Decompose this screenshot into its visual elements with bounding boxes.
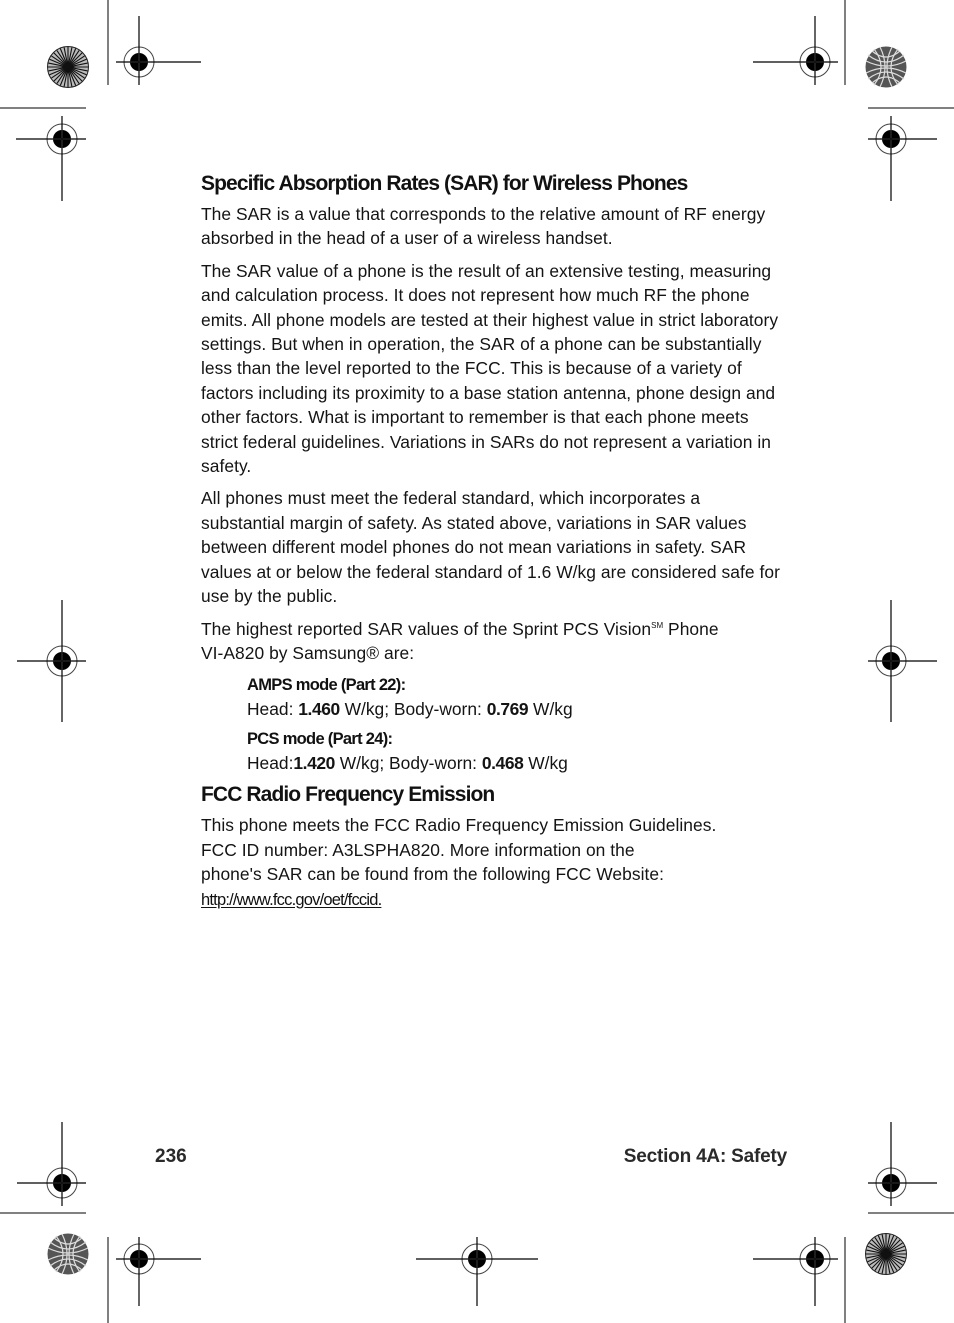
fcc-paragraph [201,813,781,911]
fcc-line-1: This phone meets the FCC Radio Frequency Emission Guidelines. [201,815,717,836]
intro-text: The highest reported SAR values of the Sprint PCS Vision [201,618,652,639]
pcs-body-value: 0.468 [481,753,524,774]
fcc-line-3: phone's SAR can be found from the following FCC Website: [201,864,665,885]
pcs-mode-block [247,727,781,775]
sar-paragraph-1: The SAR is a value that corresponds to the relative amount of RF energy absorbed in the head of a user of a wireless handset. [201,204,766,249]
pcs-mode-title: PCS mode (Part 24): [247,730,393,749]
unit-label: W/kg [523,753,568,774]
pcs-mode-values [247,751,781,775]
page-number: 236 [155,1146,187,1167]
service-mark: SM [651,620,664,630]
page-content [201,170,781,920]
amps-mode-block [247,673,781,721]
sar-paragraph-2: The SAR value of a phone is the result of an extensive testing, measuring and calculation process. It does not represent how much RF the phone emits. All phone models are tested at their highest value in strict laboratory settings. But when in operation, the SAR of a phone can be substantially less than the level reported to the FCC. This is because of a variety of factors including its proximity to a base station antenna, phone design and other factors. What is important to remember is that each phone meets strict federal guidelines. Variations in SARs do not represent a variation in safety. [201,260,779,477]
sar-heading: Specific Absorption Rates (SAR) for Wireless Phones [201,172,688,195]
fcc-line-2: FCC ID number: A3LSPHA820. More information on the [201,839,635,860]
unit-label: W/kg; [339,699,394,720]
pcs-head-value: 1.420 [293,753,335,774]
amps-body-value: 0.769 [486,699,529,720]
amps-mode-title: AMPS mode (Part 22): [247,676,406,695]
fcc-website-link[interactable]: http://www.fcc.gov/oet/fccid. [201,890,382,909]
amps-head-value: 1.460 [298,699,340,720]
amps-mode-values [247,697,781,721]
fcc-heading: FCC Radio Frequency Emission [201,783,495,807]
intro-text-after: Phone [663,618,719,639]
section-title: Section 4A: Safety [623,1146,787,1167]
head-label: Head: [247,753,294,774]
sar-values-intro [201,617,781,666]
body-label: Body-worn: [393,699,487,720]
sar-paragraph-3: All phones must meet the federal standard, which incorporates a substantial margin of safety. As stated above, variations in SAR values between different model phones do not mean variations in safety. SAR values at or below the federal standard of 1.6 W/kg are considered safe for use by the public. [201,488,780,607]
unit-label: W/kg; [334,753,390,774]
head-label: Head: [247,699,299,720]
intro-line-2: VI-A820 by Samsung® are: [201,642,415,663]
unit-label: W/kg [528,699,573,720]
body-label: Body-worn: [389,753,482,774]
